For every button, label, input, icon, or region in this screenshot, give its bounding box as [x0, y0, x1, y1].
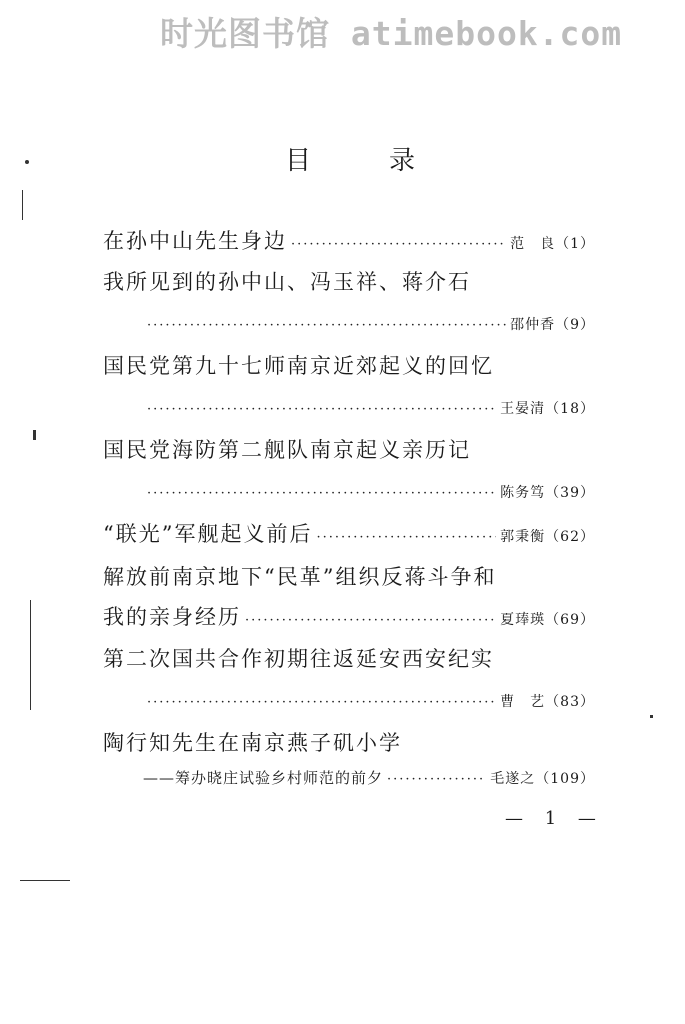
toc-entry-8[interactable]	[103, 727, 595, 799]
entry-page: （18）	[545, 401, 595, 417]
toc-entry-3[interactable]	[103, 350, 595, 430]
page-title: 目录	[285, 146, 494, 176]
toc-entry-7[interactable]	[103, 643, 595, 723]
toc-entry-4[interactable]	[103, 434, 595, 514]
entry-page: （62）	[545, 529, 595, 545]
entry-title: “联光”军舰起义前后	[103, 522, 313, 546]
toc-entry-2[interactable]	[103, 266, 595, 346]
entry-title: 我所见到的孙中山、冯玉祥、蒋介石	[103, 270, 471, 294]
entry-title: 陶行知先生在南京燕子矶小学	[103, 731, 402, 755]
toc-entry-5[interactable]	[103, 518, 595, 550]
entry-page: （39）	[545, 485, 595, 501]
scan-mark	[33, 430, 36, 440]
entry-title-line-1: 解放前南京地下“民革”组织反蒋斗争和	[103, 565, 497, 589]
entry-page: （83）	[545, 694, 595, 710]
leader-dots	[147, 487, 496, 500]
leader-dots	[316, 531, 496, 544]
watermark: 时光图书馆 atimebook.com	[160, 14, 623, 53]
scan-mark	[20, 880, 70, 881]
entry-title: 在孙中山先生身边	[103, 229, 287, 253]
entry-title: 国民党海防第二舰队南京起义亲历记	[103, 438, 471, 462]
page-number: — 1 —	[505, 808, 604, 829]
entry-author: 毛遂之	[490, 771, 536, 787]
scan-mark	[650, 715, 653, 718]
entry-author: 范 良	[510, 236, 556, 252]
entry-subtitle: ——筹办晓庄试验乡村师范的前夕	[143, 769, 384, 787]
entry-author: 夏琫瑛	[500, 612, 546, 628]
entry-page: （69）	[545, 612, 595, 628]
toc-entry-6[interactable]	[103, 561, 595, 633]
leader-dots	[147, 696, 496, 709]
toc-entry-1[interactable]	[103, 225, 595, 257]
entry-page: （1）	[555, 236, 595, 252]
entry-author: 陈务笃	[500, 485, 546, 501]
entry-title: 第二次国共合作初期往返延安西安纪实	[103, 647, 494, 671]
scan-mark	[25, 160, 29, 164]
entry-title-line-2: 我的亲身经历	[103, 605, 241, 629]
leader-dots	[245, 614, 496, 627]
leader-dots	[147, 319, 506, 332]
leader-dots	[291, 238, 506, 251]
leader-dots	[387, 773, 486, 786]
entry-author: 王晏清	[500, 401, 546, 417]
scan-mark	[22, 190, 23, 220]
entry-page: （9）	[555, 317, 595, 333]
entry-author: 曹 艺	[500, 694, 546, 710]
entry-author: 邵仲香	[510, 317, 556, 333]
scan-mark	[30, 600, 31, 710]
leader-dots	[147, 403, 496, 416]
entry-page: （109）	[535, 771, 595, 787]
entry-author: 郭秉衡	[500, 529, 546, 545]
entry-title: 国民党第九十七师南京近郊起义的回忆	[103, 354, 494, 378]
